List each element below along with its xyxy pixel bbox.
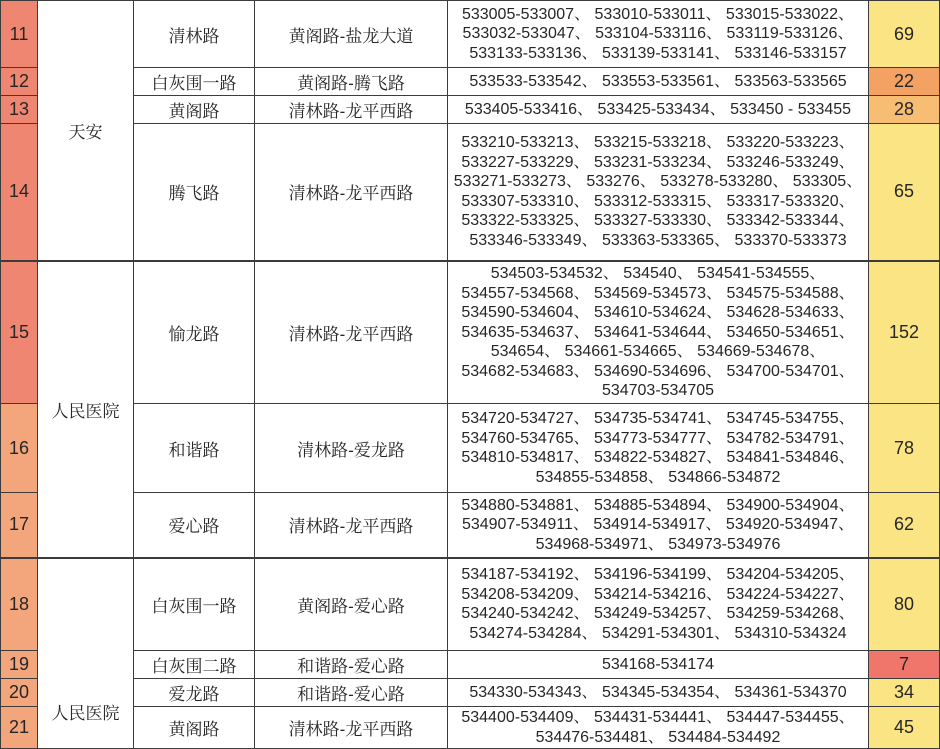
road-section-cell: 清林路-龙平西路 — [255, 124, 448, 261]
count-cell: 34 — [869, 679, 940, 707]
road-cell: 清林路 — [134, 1, 255, 68]
road-cell: 白灰围一路 — [134, 558, 255, 651]
row-number-cell: 14 — [1, 124, 38, 261]
row-number-cell: 20 — [1, 679, 38, 707]
road-cell: 愉龙路 — [134, 261, 255, 404]
road-cell: 白灰围二路 — [134, 651, 255, 679]
area-cell: 天安 — [38, 1, 134, 261]
row-number-cell: 13 — [1, 96, 38, 124]
count-cell: 62 — [869, 493, 940, 558]
area-cell: 人民医院 — [38, 261, 134, 558]
berth-numbers-cell: 534330-534343、 534345-534354、 534361-534370 — [448, 679, 869, 707]
road-section-cell: 清林路-龙平西路 — [255, 261, 448, 404]
row-number-cell: 19 — [1, 651, 38, 679]
road-cell: 爱龙路 — [134, 679, 255, 707]
area-cell: 人民医院 — [38, 558, 134, 749]
road-cell: 腾飞路 — [134, 124, 255, 261]
count-cell: 69 — [869, 1, 940, 68]
count-cell: 80 — [869, 558, 940, 651]
berth-numbers-cell: 534187-534192、 534196-534199、 534204-534205、 534208-534209、 534214-534216、 534224-534227、 534240-534242、 534249-534257、 534259-534268、 534274-534284、 534291-534301、 534310-534324 — [448, 558, 869, 651]
road-cell: 白灰围一路 — [134, 68, 255, 96]
table-row — [1, 679, 940, 707]
count-cell: 152 — [869, 261, 940, 404]
table-row — [1, 68, 940, 96]
row-number-cell: 17 — [1, 493, 38, 558]
road-section-cell: 黄阁路-腾飞路 — [255, 68, 448, 96]
road-cell: 黄阁路 — [134, 707, 255, 749]
row-number-cell: 18 — [1, 558, 38, 651]
road-section-cell: 清林路-爱龙路 — [255, 404, 448, 493]
count-cell: 7 — [869, 651, 940, 679]
berth-numbers-cell: 534168-534174 — [448, 651, 869, 679]
count-cell: 45 — [869, 707, 940, 749]
row-number-cell: 16 — [1, 404, 38, 493]
road-section-cell: 清林路-龙平西路 — [255, 96, 448, 124]
table-row — [1, 558, 940, 651]
row-number-cell: 11 — [1, 1, 38, 68]
row-number-cell: 15 — [1, 261, 38, 404]
road-section-cell: 清林路-龙平西路 — [255, 493, 448, 558]
road-cell: 和谐路 — [134, 404, 255, 493]
table-row — [1, 124, 940, 261]
row-number-cell: 12 — [1, 68, 38, 96]
berth-numbers-cell: 534720-534727、 534735-534741、 534745-534755、 534760-534765、 534773-534777、 534782-534791、 534810-534817、 534822-534827、 534841-534846、 534855-534858、 534866-534872 — [448, 404, 869, 493]
table-row — [1, 96, 940, 124]
table-row — [1, 404, 940, 493]
road-section-cell: 和谐路-爱心路 — [255, 651, 448, 679]
row-number-cell: 21 — [1, 707, 38, 749]
count-cell: 22 — [869, 68, 940, 96]
berth-numbers-cell: 533533-533542、 533553-533561、 533563-533565 — [448, 68, 869, 96]
road-section-cell: 黄阁路-盐龙大道 — [255, 1, 448, 68]
table-row — [1, 707, 940, 749]
road-section-cell: 黄阁路-爱心路 — [255, 558, 448, 651]
berth-numbers-cell: 533005-533007、 533010-533011、 533015-533022、 533032-533047、 533104-533116、 533119-533126、 533133-533136、 533139-533141、 533146-533157 — [448, 1, 869, 68]
road-cell: 黄阁路 — [134, 96, 255, 124]
berth-numbers-cell: 534503-534532、 534540、 534541-534555、 534557-534568、 534569-534573、 534575-534588、 534590-534604、 534610-534624、 534628-534633、 534635-534637、 534641-534644、 534650-534651、 534654、 534661-534665、 534669-534678、 534682-534683、 534690-534696、 534700-534701、 534703-534705 — [448, 261, 869, 404]
berth-numbers-cell: 533210-533213、 533215-533218、 533220-533223、 533227-533229、 533231-533234、 533246-533249、 533271-533273、 533276、 533278-533280、 533305、 533307-533310、 533312-533315、 533317-533320、 533322-533325、 533327-533330、 533342-533344、 533346-533349、 533363-533365、 533370-533373 — [448, 124, 869, 261]
table-row — [1, 1, 940, 68]
road-section-cell: 清林路-龙平西路 — [255, 707, 448, 749]
count-cell: 78 — [869, 404, 940, 493]
count-cell: 65 — [869, 124, 940, 261]
berth-numbers-cell: 534880-534881、 534885-534894、 534900-534904、 534907-534911、 534914-534917、 534920-534947、 534968-534971、 534973-534976 — [448, 493, 869, 558]
berth-numbers-cell: 534400-534409、 534431-534441、 534447-534455、 534476-534481、 534484-534492 — [448, 707, 869, 749]
count-cell: 28 — [869, 96, 940, 124]
road-cell: 爱心路 — [134, 493, 255, 558]
table-row — [1, 261, 940, 404]
road-section-cell: 和谐路-爱心路 — [255, 679, 448, 707]
berth-numbers-cell: 533405-533416、 533425-533434、 533450 - 533455 — [448, 96, 869, 124]
table-row — [1, 493, 940, 558]
table-row — [1, 651, 940, 679]
